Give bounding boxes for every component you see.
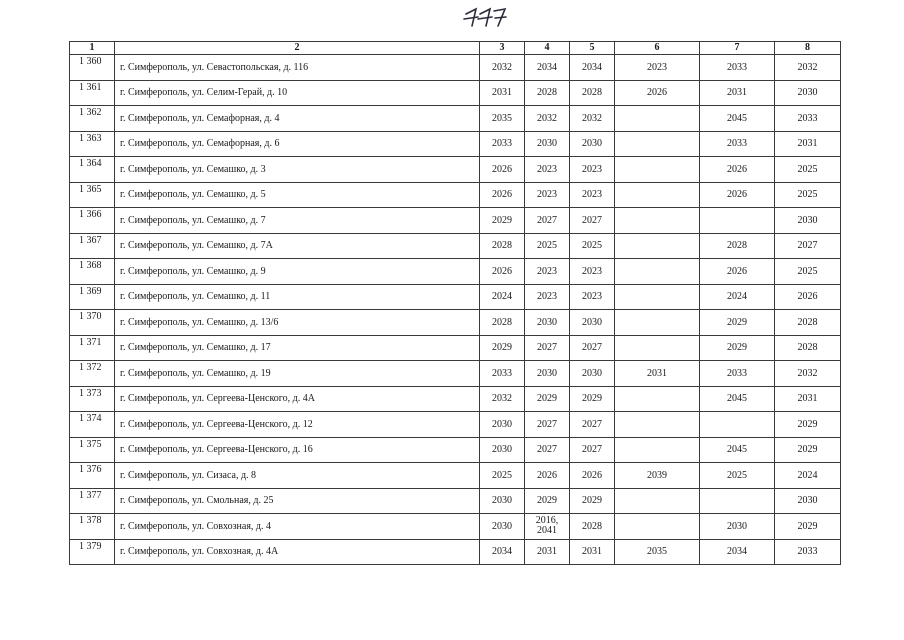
table-row [70, 131, 841, 157]
year-cell-col-5: 2028 [570, 80, 615, 106]
address-cell: г. Симферополь, ул. Смольная, д. 25 [115, 488, 480, 514]
year-cell-col-4: 2027 [525, 437, 570, 463]
year-cell-col-6: 2039 [615, 463, 700, 489]
page-number-signature-mark [462, 4, 508, 30]
year-cell-col-4: 2034 [525, 55, 570, 81]
table-row [70, 157, 841, 183]
year-cell-col-5: 2026 [570, 463, 615, 489]
row-number-cell: 1 362 [70, 106, 115, 132]
year-cell-col-6 [615, 412, 700, 438]
year-cell-col-6 [615, 386, 700, 412]
year-cell-col-7: 2026 [700, 157, 775, 183]
row-number-cell: 1 374 [70, 412, 115, 438]
year-cell-col-5: 2031 [570, 539, 615, 565]
column-header-3: 3 [480, 42, 525, 55]
row-number-cell: 1 373 [70, 386, 115, 412]
year-cell-col-3: 2030 [480, 437, 525, 463]
address-cell: г. Симферополь, ул. Семашко, д. 3 [115, 157, 480, 183]
year-cell-col-3: 2033 [480, 131, 525, 157]
address-cell: г. Симферополь, ул. Совхозная, д. 4 [115, 514, 480, 540]
year-cell-col-7 [700, 208, 775, 234]
year-cell-col-5: 2023 [570, 259, 615, 285]
year-cell-col-4: 2027 [525, 412, 570, 438]
year-cell-col-4 [525, 514, 570, 540]
table-body [70, 55, 841, 565]
year-cell-col-3: 2030 [480, 488, 525, 514]
row-number-cell: 1 378 [70, 514, 115, 540]
year-cell-col-4: 2023 [525, 284, 570, 310]
year-cell-col-4: 2030 [525, 131, 570, 157]
year-cell-col-7: 2045 [700, 437, 775, 463]
year-cell-col-6 [615, 157, 700, 183]
row-number-cell: 1 370 [70, 310, 115, 336]
year-cell-col-7: 2031 [700, 80, 775, 106]
table-row [70, 361, 841, 387]
year-cell-col-7: 2033 [700, 55, 775, 81]
year-cell-col-5: 2023 [570, 182, 615, 208]
year-cell-col-5: 2028 [570, 514, 615, 540]
address-cell: г. Симферополь, ул. Селим-Герай, д. 10 [115, 80, 480, 106]
year-cell-col-5: 2029 [570, 386, 615, 412]
year-cell-col-4: 2023 [525, 182, 570, 208]
year-cell-col-3: 2028 [480, 233, 525, 259]
year-cell-col-5: 2029 [570, 488, 615, 514]
year-cell-col-5: 2034 [570, 55, 615, 81]
year-cell-col-5: 2032 [570, 106, 615, 132]
year-cell-col-5: 2027 [570, 208, 615, 234]
year-cell-col-3: 2025 [480, 463, 525, 489]
year-cell-col-4: 2023 [525, 259, 570, 285]
year-cell-col-3: 2034 [480, 539, 525, 565]
table-row [70, 259, 841, 285]
table-row [70, 463, 841, 489]
year-cell-col-3: 2032 [480, 55, 525, 81]
year-cell-col-4: 2026 [525, 463, 570, 489]
column-header-5: 5 [570, 42, 615, 55]
year-cell-col-6: 2031 [615, 361, 700, 387]
year-cell-col-8: 2030 [775, 488, 841, 514]
table-row [70, 412, 841, 438]
year-cell-col-5: 2023 [570, 157, 615, 183]
address-cell: г. Симферополь, ул. Семашко, д. 7 [115, 208, 480, 234]
year-cell-col-5: 2027 [570, 437, 615, 463]
year-cell-col-8: 2029 [775, 514, 841, 540]
year-cell-col-7: 2026 [700, 182, 775, 208]
year-cell-col-7 [700, 488, 775, 514]
year-cell-col-3: 2024 [480, 284, 525, 310]
year-cell-col-8: 2030 [775, 80, 841, 106]
year-cell-col-7 [700, 412, 775, 438]
multi-value-text: 2016, 2041 [535, 515, 559, 537]
row-number-cell: 1 375 [70, 437, 115, 463]
year-cell-col-4: 2032 [525, 106, 570, 132]
year-cell-col-5: 2030 [570, 361, 615, 387]
year-cell-col-6 [615, 488, 700, 514]
table-row [70, 488, 841, 514]
year-cell-col-7: 2030 [700, 514, 775, 540]
address-cell: г. Симферополь, ул. Семашко, д. 9 [115, 259, 480, 285]
address-cell: г. Симферополь, ул. Семашко, д. 5 [115, 182, 480, 208]
year-cell-col-5: 2030 [570, 131, 615, 157]
table-row [70, 514, 841, 540]
row-number-cell: 1 369 [70, 284, 115, 310]
year-cell-col-8: 2032 [775, 55, 841, 81]
year-cell-col-8: 2027 [775, 233, 841, 259]
table-row [70, 182, 841, 208]
year-cell-col-5: 2027 [570, 412, 615, 438]
year-cell-col-8: 2025 [775, 259, 841, 285]
row-number-cell: 1 368 [70, 259, 115, 285]
year-cell-col-5: 2023 [570, 284, 615, 310]
year-cell-col-6 [615, 208, 700, 234]
year-cell-col-3: 2032 [480, 386, 525, 412]
year-cell-col-7: 2029 [700, 335, 775, 361]
column-header-6: 6 [615, 42, 700, 55]
row-number-cell: 1 377 [70, 488, 115, 514]
year-cell-col-6 [615, 335, 700, 361]
year-cell-col-3: 2026 [480, 182, 525, 208]
address-cell: г. Симферополь, ул. Севастопольская, д. 116 [115, 55, 480, 81]
table-row [70, 335, 841, 361]
table-row [70, 310, 841, 336]
year-cell-col-3: 2031 [480, 80, 525, 106]
year-cell-col-8: 2029 [775, 437, 841, 463]
table-header [70, 42, 841, 55]
year-cell-col-4: 2031 [525, 539, 570, 565]
year-cell-col-3: 2026 [480, 259, 525, 285]
table-row [70, 208, 841, 234]
table-row [70, 55, 841, 81]
column-header-2: 2 [115, 42, 480, 55]
year-cell-col-6 [615, 106, 700, 132]
address-cell: г. Симферополь, ул. Сергеева-Ценского, д. 12 [115, 412, 480, 438]
year-cell-col-7: 2026 [700, 259, 775, 285]
table-row [70, 284, 841, 310]
row-number-cell: 1 379 [70, 539, 115, 565]
year-cell-col-3: 2029 [480, 208, 525, 234]
column-header-4: 4 [525, 42, 570, 55]
year-cell-col-3: 2029 [480, 335, 525, 361]
year-cell-col-4: 2030 [525, 310, 570, 336]
housing-register-table [69, 41, 841, 565]
year-cell-col-7: 2033 [700, 361, 775, 387]
row-number-cell: 1 372 [70, 361, 115, 387]
table-row [70, 80, 841, 106]
address-cell: г. Симферополь, ул. Семашко, д. 7А [115, 233, 480, 259]
address-cell: г. Симферополь, ул. Сергеева-Ценского, д. 16 [115, 437, 480, 463]
table-row [70, 539, 841, 565]
address-cell: г. Симферополь, ул. Семашко, д. 11 [115, 284, 480, 310]
year-cell-col-8: 2028 [775, 335, 841, 361]
year-cell-col-8: 2031 [775, 386, 841, 412]
year-cell-col-6 [615, 233, 700, 259]
year-cell-col-3: 2028 [480, 310, 525, 336]
address-cell: г. Симферополь, ул. Сизаса, д. 8 [115, 463, 480, 489]
year-cell-col-8: 2026 [775, 284, 841, 310]
year-cell-col-8: 2025 [775, 182, 841, 208]
address-cell: г. Симферополь, ул. Семашко, д. 13/6 [115, 310, 480, 336]
row-number-cell: 1 363 [70, 131, 115, 157]
year-cell-col-7: 2034 [700, 539, 775, 565]
year-cell-col-8: 2033 [775, 539, 841, 565]
year-cell-col-7: 2045 [700, 106, 775, 132]
year-cell-col-6: 2026 [615, 80, 700, 106]
year-cell-col-5: 2025 [570, 233, 615, 259]
year-cell-col-6 [615, 259, 700, 285]
row-number-cell: 1 371 [70, 335, 115, 361]
year-cell-col-3: 2030 [480, 412, 525, 438]
year-cell-col-4: 2029 [525, 488, 570, 514]
row-number-cell: 1 366 [70, 208, 115, 234]
year-cell-col-3: 2026 [480, 157, 525, 183]
year-cell-col-8: 2025 [775, 157, 841, 183]
row-number-cell: 1 365 [70, 182, 115, 208]
year-cell-col-5: 2027 [570, 335, 615, 361]
year-cell-col-8: 2031 [775, 131, 841, 157]
year-cell-col-4: 2029 [525, 386, 570, 412]
year-cell-col-8: 2032 [775, 361, 841, 387]
year-cell-col-7: 2029 [700, 310, 775, 336]
address-cell: г. Симферополь, ул. Семафорная, д. 4 [115, 106, 480, 132]
year-cell-col-7: 2025 [700, 463, 775, 489]
address-cell: г. Симферополь, ул. Совхозная, д. 4А [115, 539, 480, 565]
year-cell-col-8: 2029 [775, 412, 841, 438]
column-header-1: 1 [70, 42, 115, 55]
table-row [70, 386, 841, 412]
row-number-cell: 1 361 [70, 80, 115, 106]
row-number-cell: 1 360 [70, 55, 115, 81]
table-row [70, 106, 841, 132]
row-number-cell: 1 376 [70, 463, 115, 489]
table-row [70, 233, 841, 259]
year-cell-col-3: 2030 [480, 514, 525, 540]
year-cell-col-6 [615, 131, 700, 157]
year-cell-col-8: 2028 [775, 310, 841, 336]
year-cell-col-7: 2033 [700, 131, 775, 157]
year-cell-col-6 [615, 437, 700, 463]
year-cell-col-3: 2035 [480, 106, 525, 132]
year-cell-col-6 [615, 182, 700, 208]
year-cell-col-4: 2027 [525, 208, 570, 234]
year-cell-col-8: 2033 [775, 106, 841, 132]
year-cell-col-6 [615, 284, 700, 310]
table-row [70, 437, 841, 463]
address-cell: г. Симферополь, ул. Семафорная, д. 6 [115, 131, 480, 157]
column-header-8: 8 [775, 42, 841, 55]
address-cell: г. Симферополь, ул. Семашко, д. 17 [115, 335, 480, 361]
year-cell-col-4: 2030 [525, 361, 570, 387]
year-cell-col-4: 2028 [525, 80, 570, 106]
year-cell-col-3: 2033 [480, 361, 525, 387]
year-cell-col-8: 2024 [775, 463, 841, 489]
year-cell-col-4: 2027 [525, 335, 570, 361]
year-cell-col-5: 2030 [570, 310, 615, 336]
year-cell-col-4: 2025 [525, 233, 570, 259]
row-number-cell: 1 364 [70, 157, 115, 183]
header-row [70, 42, 841, 55]
handwritten-page-number [462, 4, 508, 30]
year-cell-col-7: 2028 [700, 233, 775, 259]
year-cell-col-8: 2030 [775, 208, 841, 234]
year-cell-col-6 [615, 310, 700, 336]
year-cell-col-6 [615, 514, 700, 540]
address-cell: г. Симферополь, ул. Сергеева-Ценского, д. 4А [115, 386, 480, 412]
column-header-7: 7 [700, 42, 775, 55]
row-number-cell: 1 367 [70, 233, 115, 259]
year-cell-col-4: 2023 [525, 157, 570, 183]
year-cell-col-6: 2035 [615, 539, 700, 565]
year-cell-col-6: 2023 [615, 55, 700, 81]
address-cell: г. Симферополь, ул. Семашко, д. 19 [115, 361, 480, 387]
year-cell-col-7: 2024 [700, 284, 775, 310]
year-cell-col-7: 2045 [700, 386, 775, 412]
